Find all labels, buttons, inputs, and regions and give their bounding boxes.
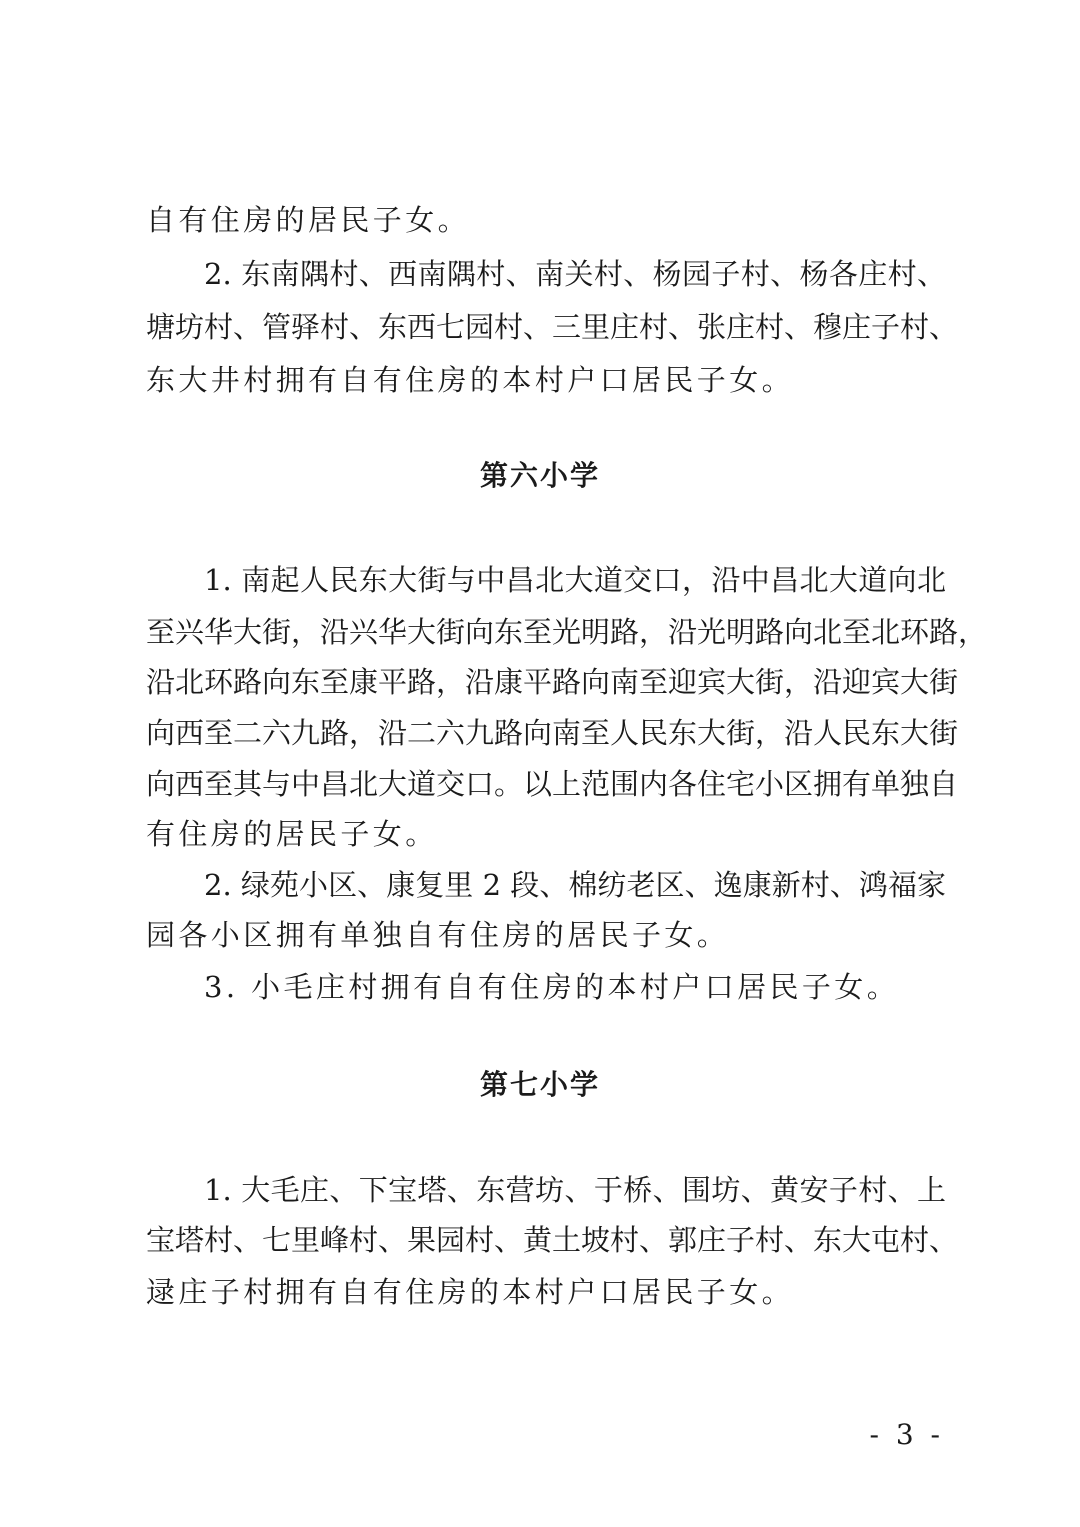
paragraph-line: 向西至二六九路，沿二六九路向南至人民东大街，沿人民东大街 [146, 716, 959, 750]
paragraph-line: 3. 小毛庄村拥有自有住房的本村户口居民子女。 [204, 970, 900, 1004]
paragraph-line: 塘坊村、管驿村、东西七园村、三里庄村、张庄村、穆庄子村、 [146, 310, 959, 344]
paragraph-line: 有住房的居民子女。 [146, 817, 438, 851]
section-heading: 第六小学 [479, 459, 600, 492]
section-heading: 第七小学 [479, 1068, 600, 1101]
paragraph-line: 宝塔村、七里峰村、果园村、黄土坡村、郭庄子村、东大屯村、 [146, 1223, 959, 1257]
paragraph-line: 东大井村拥有自有住房的本村户口居民子女。 [146, 363, 795, 397]
paragraph-line: 1. 南起人民东大街与中昌北大道交口，沿中昌北大道向北 [204, 563, 946, 597]
paragraph-line: 2. 东南隅村、西南隅村、南关村、杨园子村、杨各庄村、 [204, 257, 946, 291]
paragraph-line: 1. 大毛庄、下宝塔、东营坊、于桥、围坊、黄安子村、上 [204, 1173, 946, 1207]
paragraph-line: 2. 绿苑小区、康复里 2 段、棉纺老区、逸康新村、鸿福家 [204, 868, 946, 902]
paragraph-line: 沿北环路向东至康平路，沿康平路向南至迎宾大街，沿迎宾大街 [146, 665, 959, 699]
paragraph-line: 至兴华大街，沿兴华大街向东至光明路，沿光明路向北至北环路， [146, 615, 988, 649]
page-number: - 3 - [869, 1418, 944, 1451]
paragraph-line: 园各小区拥有单独自有住房的居民子女。 [146, 918, 730, 952]
paragraph-line: 向西至其与中昌北大道交口。以上范围内各住宅小区拥有单独自 [146, 767, 959, 801]
paragraph-line: 逯庄子村拥有自有住房的本村户口居民子女。 [146, 1275, 795, 1309]
paragraph-line: 自有住房的居民子女。 [146, 203, 471, 237]
